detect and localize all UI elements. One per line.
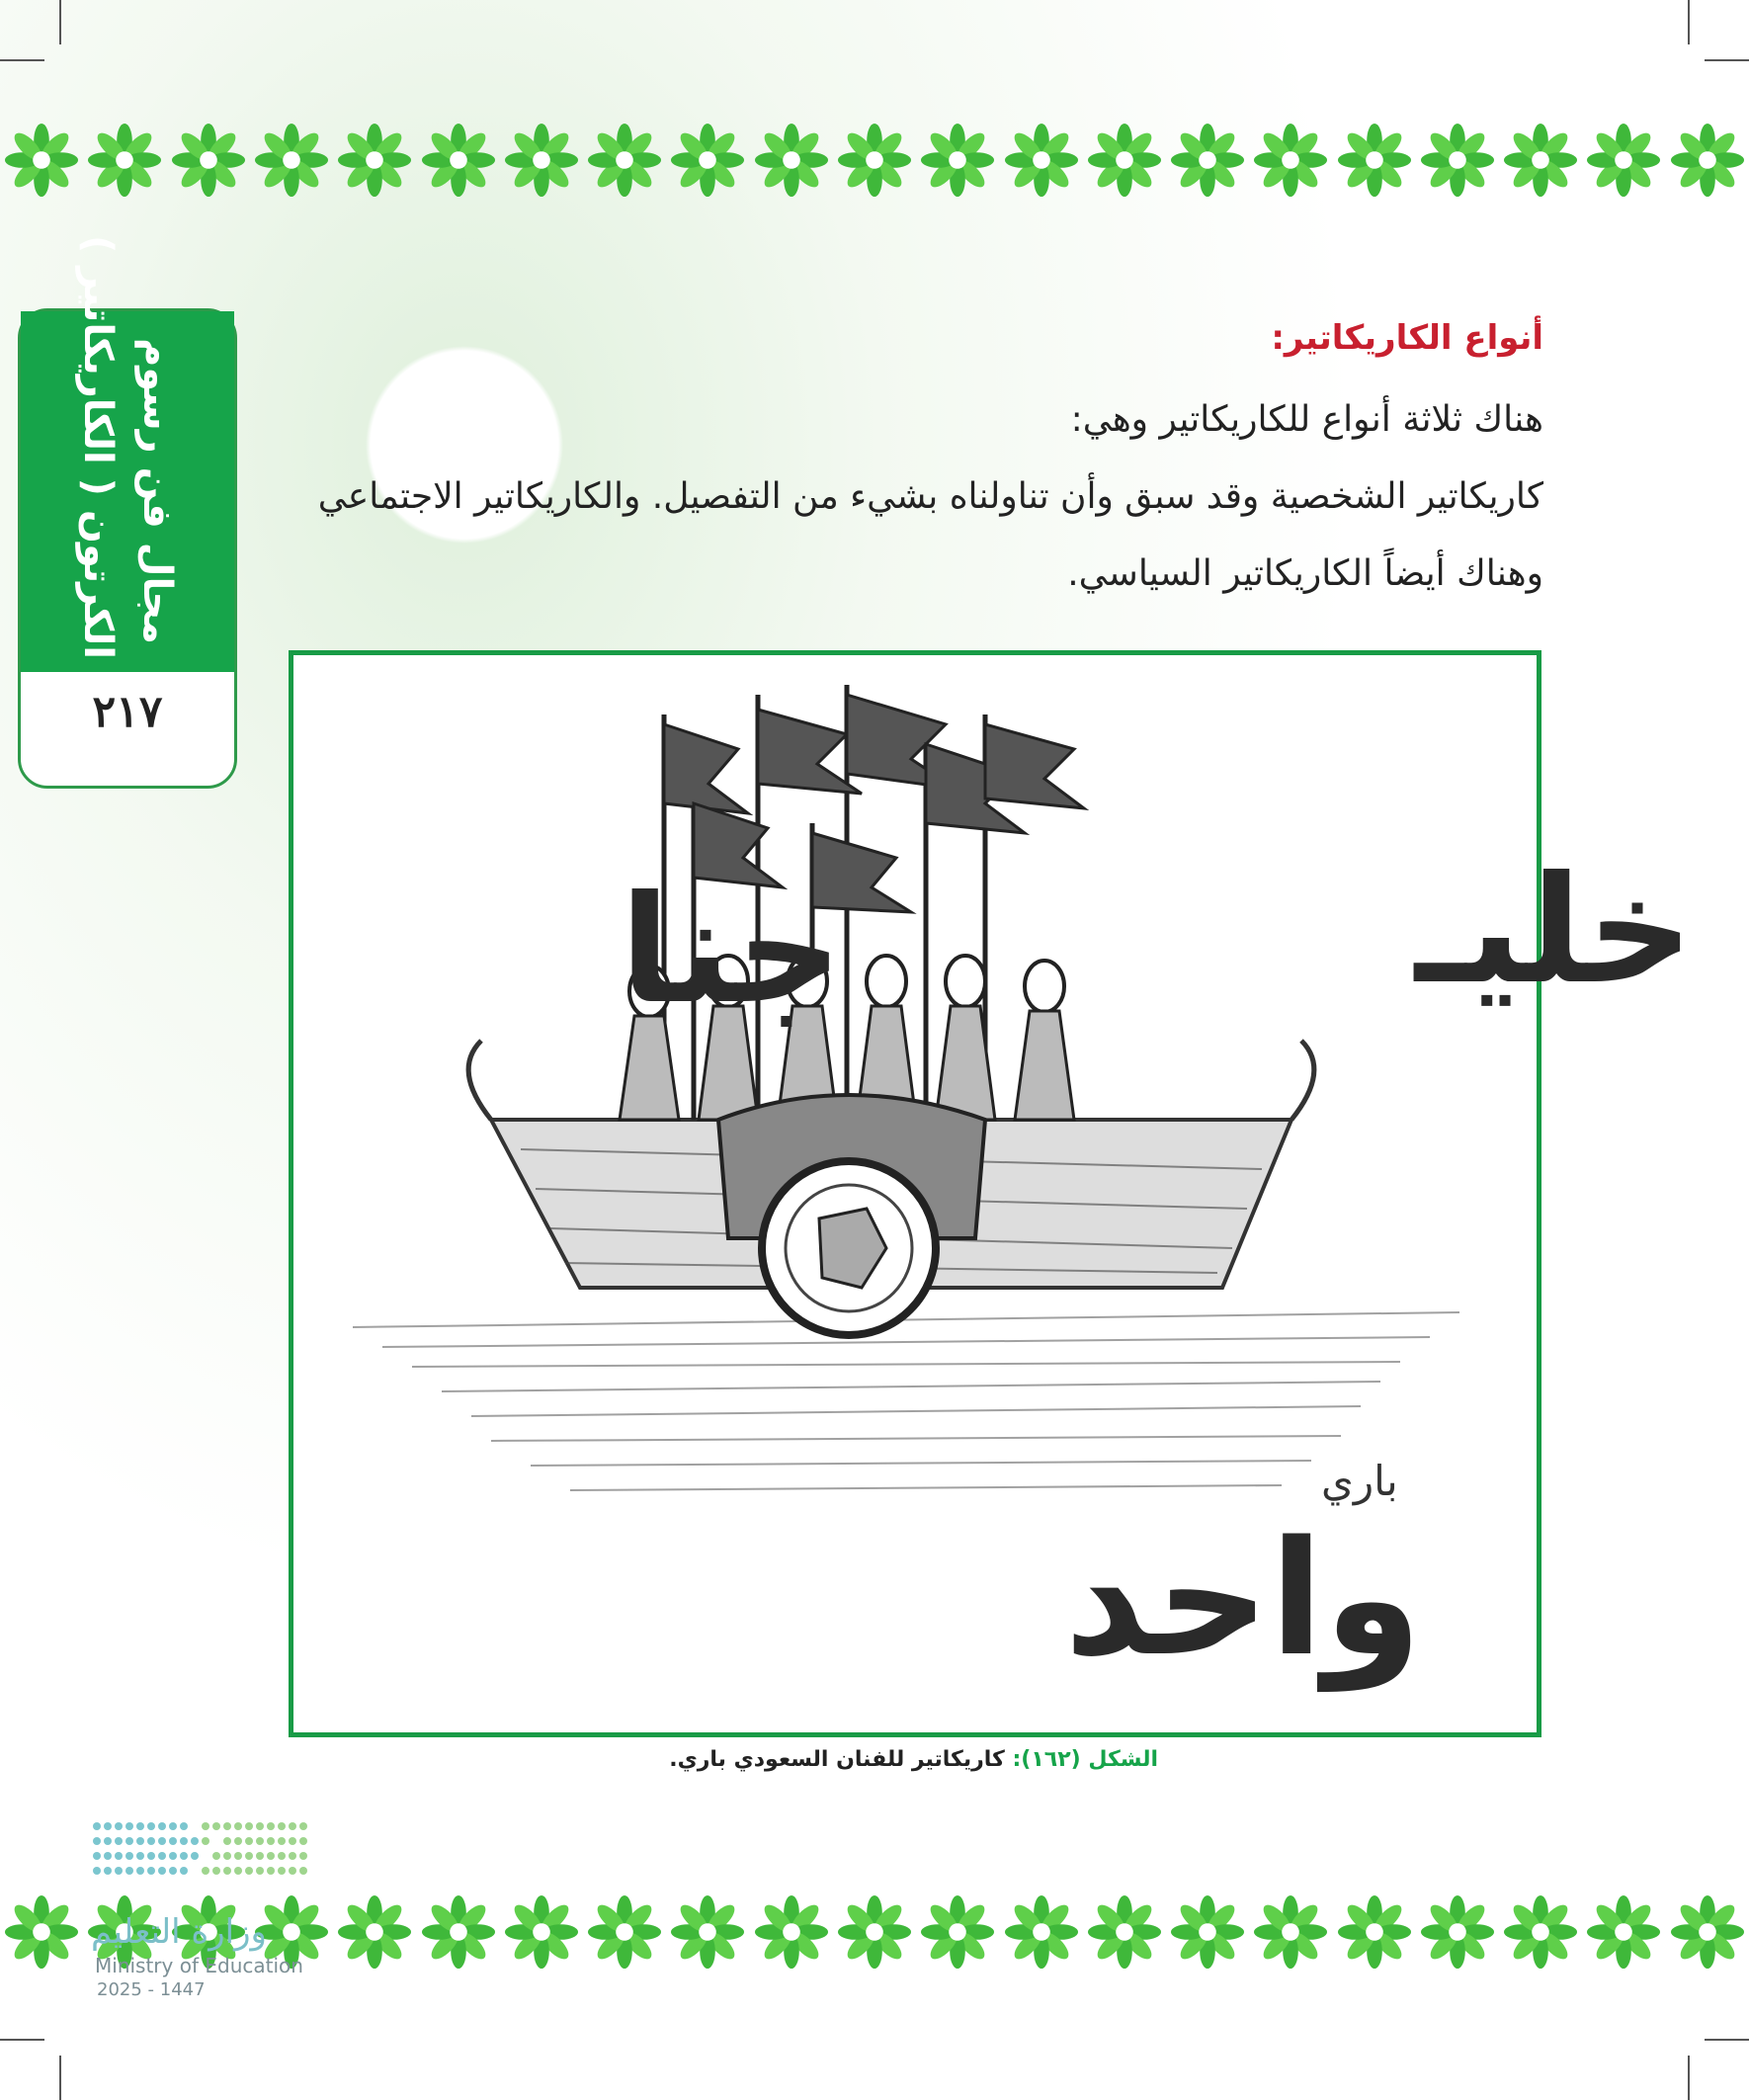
flower-ornament-icon [1336, 1893, 1413, 1971]
flower-ornament-icon [919, 122, 996, 199]
crop-mark [1705, 2039, 1749, 2041]
flower-ornament-icon [1336, 122, 1413, 199]
flower-ornament-icon [1669, 1893, 1746, 1971]
crop-mark [1688, 2056, 1690, 2100]
crop-mark [59, 2056, 61, 2100]
crop-mark [1705, 59, 1749, 61]
figure-frame [289, 650, 1694, 1737]
section-heading: أنواع الكاريكاتير: [1271, 318, 1543, 358]
chapter-title-line2: الكرتون ( الكاريكاتير ) [75, 234, 121, 659]
flower-ornament-icon [503, 122, 580, 199]
flower-ornament-icon [1585, 1893, 1662, 1971]
cartoon-word-bottom: واحد [1064, 1506, 1423, 1691]
flower-ornament-icon [336, 122, 413, 199]
cartoon-word-right: خليـ [1415, 845, 1694, 1017]
crop-mark [0, 2039, 44, 2041]
flower-ornament-icon [836, 122, 913, 199]
flower-ornament-icon [1669, 122, 1746, 199]
flower-ornament-icon [170, 122, 247, 199]
ministry-name-en: Ministry of Education [95, 1954, 303, 1977]
page-number: ٢١٧ [92, 687, 163, 737]
chapter-title-line1: مجال فن رسوم [134, 337, 180, 645]
ministry-logo-icon [91, 1818, 318, 1888]
flower-ornament-icon [1086, 122, 1163, 199]
paragraph-line: كاريكاتير الشخصية وقد سبق وأن تناولناه بشيء من التفصيل. والكاريكاتير الاجتماعي [317, 476, 1543, 517]
flower-ornament-icon [586, 1893, 663, 1971]
section-text [287, 308, 1543, 613]
top-flower-border [0, 101, 1749, 219]
flower-ornament-icon [420, 122, 497, 199]
cartoon-word-left: جنا [620, 865, 843, 1037]
figure-caption [289, 1747, 1158, 1772]
flower-ornament-icon [336, 1893, 413, 1971]
flower-ornament-icon [86, 122, 163, 199]
flower-ornament-icon [1502, 1893, 1579, 1971]
flower-ornament-icon [1419, 1893, 1496, 1971]
flower-ornament-icon [503, 1893, 580, 1971]
flower-ornament-icon [753, 122, 830, 199]
ministry-year: 2025 - 1447 [97, 1979, 206, 2000]
flower-ornament-icon [1419, 122, 1496, 199]
crop-mark [0, 59, 44, 61]
figure-caption-text: كاريكاتير للفنان السعودي باري. [669, 1747, 1005, 1772]
flower-ornament-icon [1169, 122, 1246, 199]
artist-signature: باري [1321, 1457, 1398, 1505]
flower-ornament-icon [3, 122, 80, 199]
flower-ornament-icon [669, 1893, 746, 1971]
flower-ornament-icon [1086, 1893, 1163, 1971]
flower-ornament-icon [1252, 1893, 1329, 1971]
flower-ornament-icon [836, 1893, 913, 1971]
flower-ornament-icon [1502, 122, 1579, 199]
flower-ornament-icon [919, 1893, 996, 1971]
flower-ornament-icon [253, 122, 330, 199]
flower-ornament-icon [669, 122, 746, 199]
flower-ornament-icon [1252, 122, 1329, 199]
caricature-illustration [293, 655, 1694, 1732]
flower-ornament-icon [586, 122, 663, 199]
crop-mark [59, 0, 61, 44]
flower-ornament-icon [420, 1893, 497, 1971]
figure-caption-label: الشكل (١٦٢): [1012, 1747, 1158, 1772]
flower-ornament-icon [1003, 122, 1080, 199]
flower-ornament-icon [753, 1893, 830, 1971]
flower-ornament-icon [1003, 1893, 1080, 1971]
flower-ornament-icon [1585, 122, 1662, 199]
paragraph-line: هناك ثلاثة أنواع للكاريكاتير وهي: [1070, 399, 1543, 440]
chapter-tab-header [21, 234, 234, 672]
ministry-name-ar: وزارة التعليم [91, 1912, 267, 1952]
chapter-side-tab [18, 234, 237, 789]
crop-mark [1688, 0, 1690, 44]
paragraph-line: وهناك أيضاً الكاريكاتير السياسي. [1067, 553, 1543, 594]
flower-ornament-icon [3, 1893, 80, 1971]
chapter-title [68, 234, 187, 659]
flower-ornament-icon [1169, 1893, 1246, 1971]
